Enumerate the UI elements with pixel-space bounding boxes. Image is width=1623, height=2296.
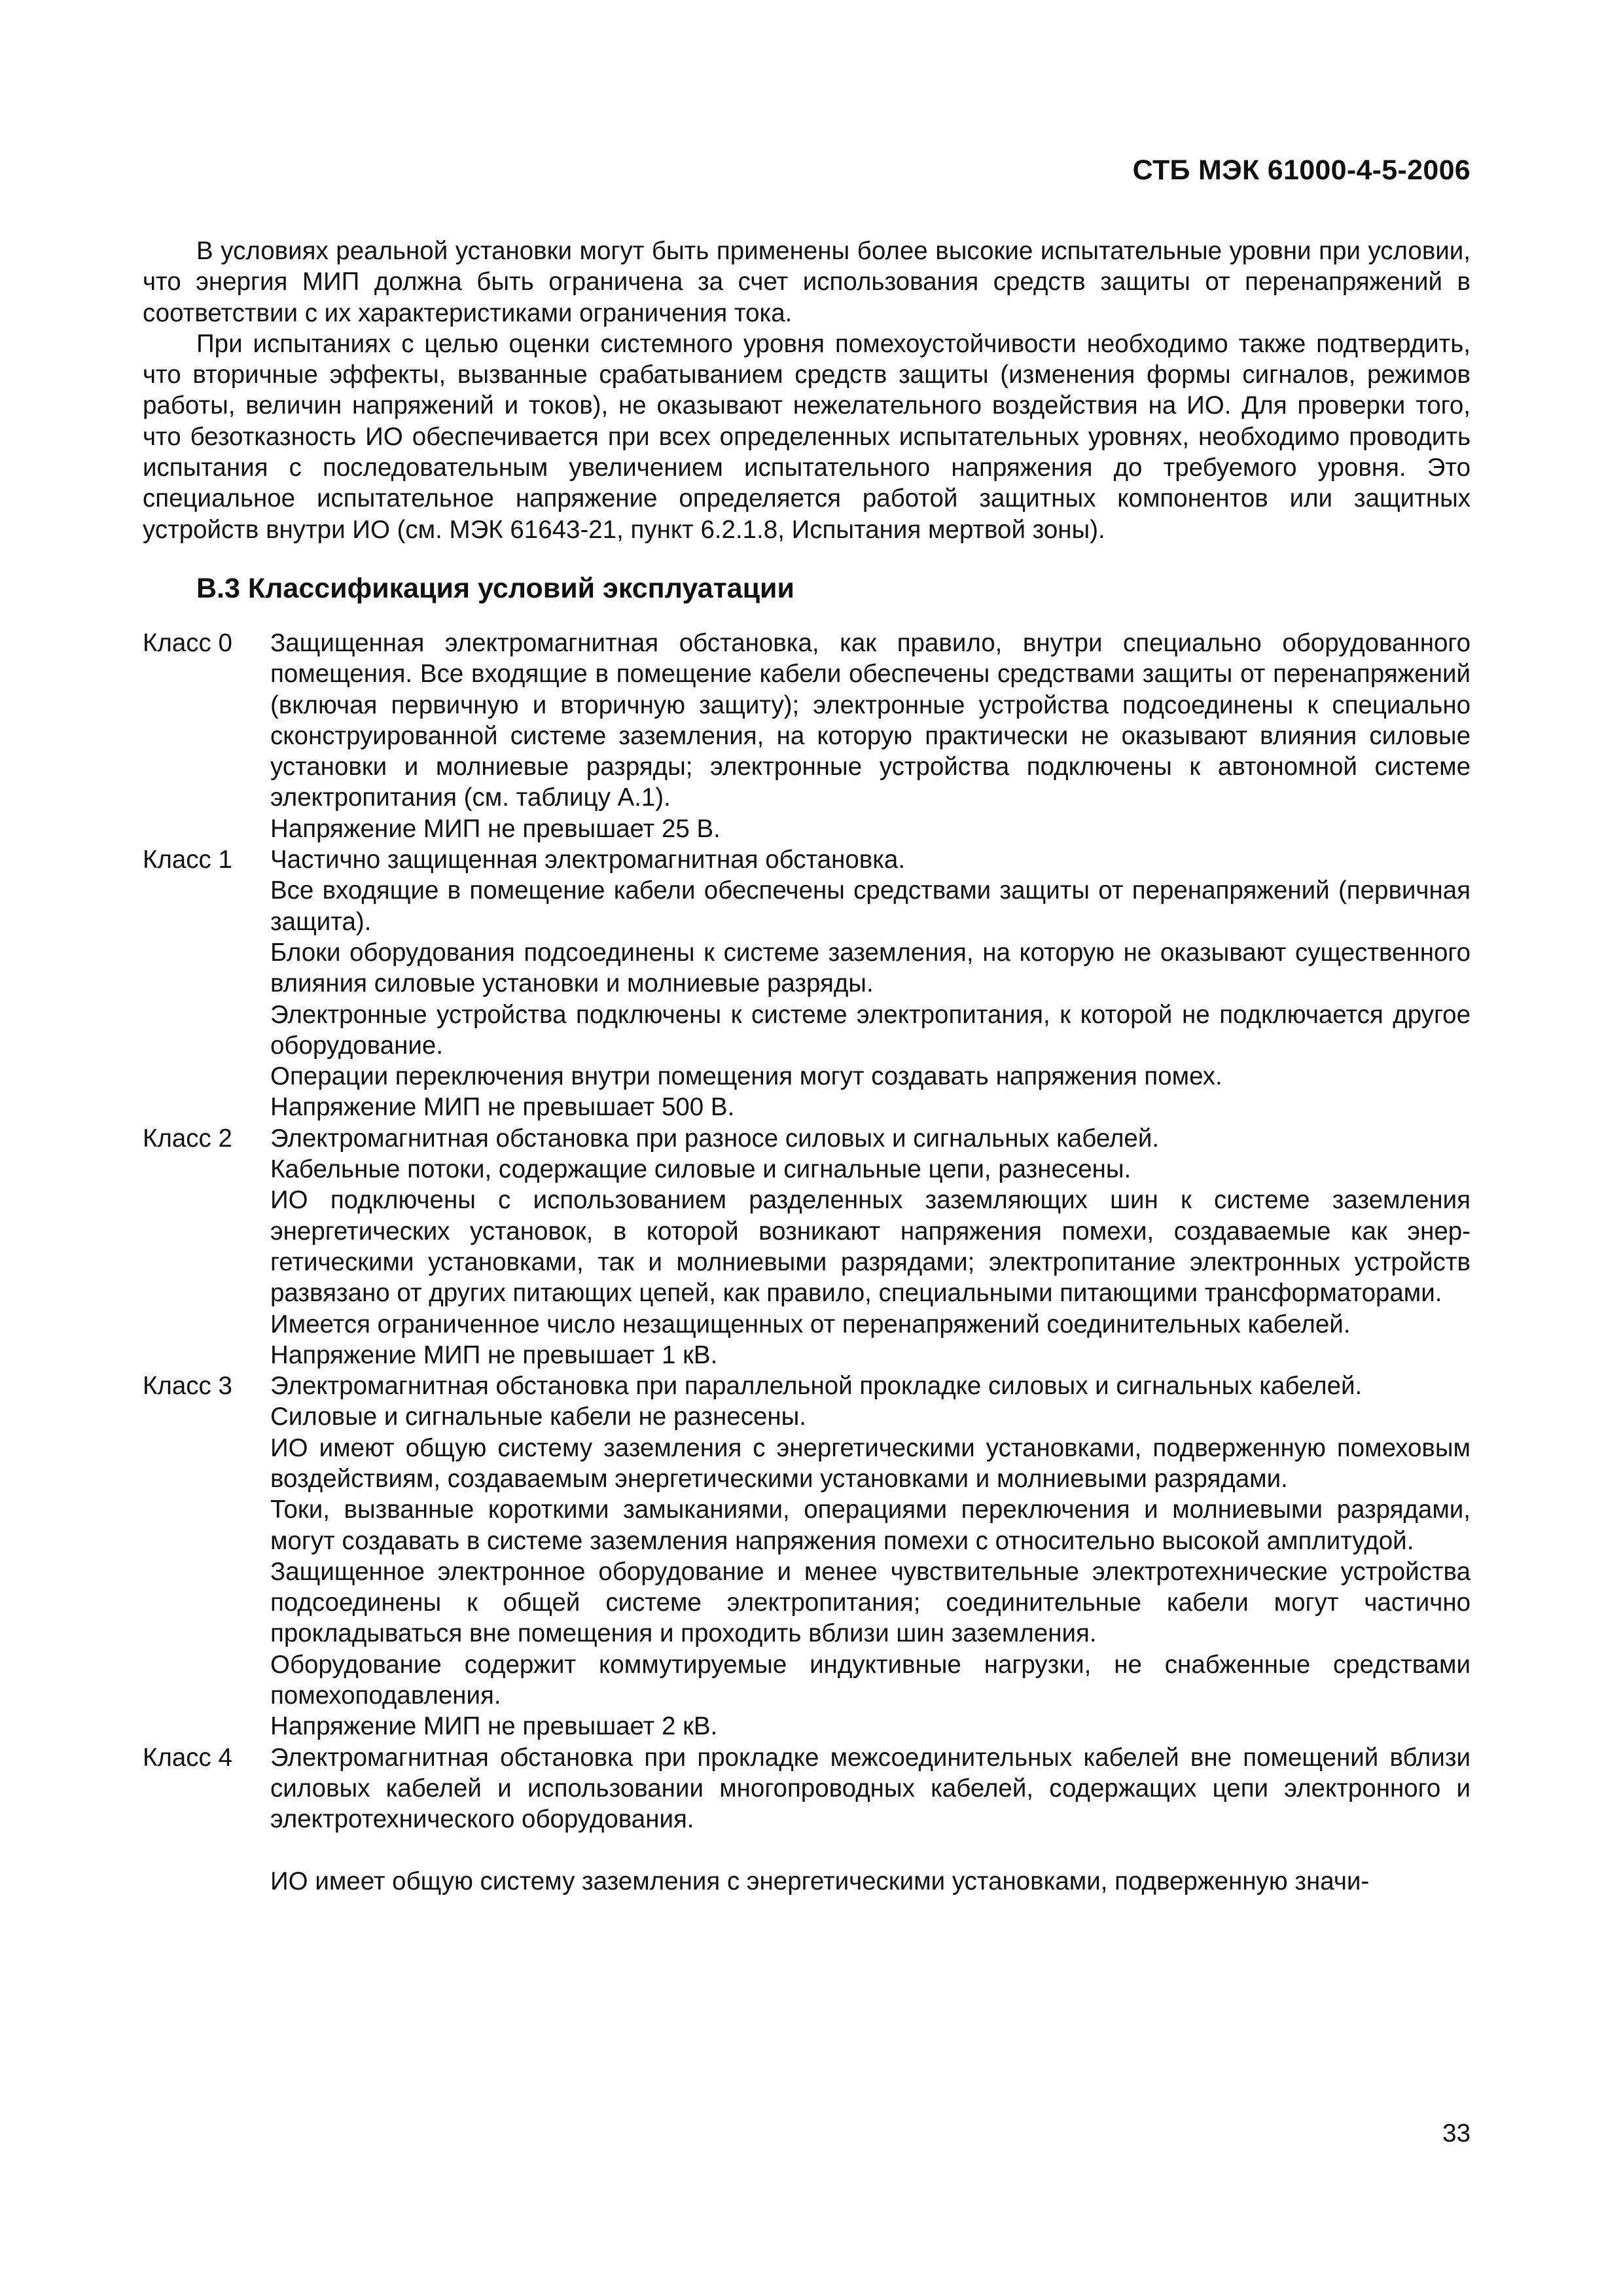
document-id: СТБ МЭК 61000-4-5-2006 [1132, 154, 1471, 186]
class-description [270, 1371, 1471, 1742]
class-text-line: Электронные устройства подключены к системе электропитания, к которой не подключается другое оборудование. [270, 1000, 1471, 1060]
intro-paragraph: При испытаниях с целью оценки системного уровня помехоустойчивости необходимо также подтвердить, что вторичные эффекты, вызванные срабатыванием средств защиты (изменения формы сигналов, режимов работы, величин напряжений и токов), не оказывают нежелательного воздействия на ИО. Для проверки того, что безотказность ИО обеспечивается при всех определенных испытательных уровнях, необходимо проводить испытания с последовательным увеличением испытательного напряжения до требуемого уровня. Это специальное испытательное напряжение определяется работой защитных компонентов или защитных устройств внутри ИО (см. МЭК 61643-21, пункт 6.2.1.8, Испытания мертвой зоны). [143, 329, 1471, 544]
class-text-line: Частично защищенная электромагнитная обстановка. [270, 846, 906, 874]
class-text-line: Электромагнитная обстановка при прокладке межсоединительных кабелей вне помещений вблизи силовых кабелей и использовании многопроводных кабелей, содержащих цепи электронного и электротехнического оборудования. [270, 1743, 1471, 1834]
intro-paragraph: В условиях реальной установки могут быть применены более высокие испытательные уровни при условии, что энергия МИП должна быть ограничена за счет использования средств защиты от перенапряжений в соответствии с их характеристиками ограничения тока. [143, 237, 1471, 327]
class-description [270, 1123, 1471, 1371]
class-description [270, 628, 1471, 844]
class-text-line: Напряжение МИП не превышает 1 кВ. [270, 1340, 718, 1369]
class-text-line: Операции переключения внутри помещения могут создавать напряжения помех. [270, 1062, 1222, 1091]
class-text-line: Напряжение МИП не превышает 500 В. [270, 1093, 735, 1122]
class-item [143, 1742, 1471, 1897]
class-list [143, 628, 1471, 1897]
class-item [143, 1123, 1471, 1371]
class-label: Класс 2 [143, 1124, 232, 1153]
class-text-line: Все входящие в помещение кабели обеспечены средствами защиты от перенапряжений (первичная защита). [270, 876, 1471, 936]
class-text-line: ИО имеет общую систему заземления с энергетическими установками, подверженную значи- [270, 1867, 1370, 1895]
class-text-line: ИО имеют общую систему заземления с энергетическими установками, подверженную помеховым воздействиям, создаваемым энергетическими установками и молниевыми разрядами. [270, 1433, 1471, 1493]
class-item [143, 1371, 1471, 1742]
class-text-line: ИО подключены с использованием разделенных заземляющих шин к системе заземления энергетических установок, в которой возникают напряжения помехи, создаваемые как энергетическими установками, так и молниевыми разрядами; электропитание электронных устройств развязано от других питающих цепей, как правило, специальными питающими трансформаторами. [270, 1186, 1471, 1308]
class-text-line: Защищенная электромагнитная обстановка, как правило, внутри специально оборудованного помещения. Все входящие в помещение кабели обеспечены средствами защиты от перенапряжений (включая первичную и вторичную защиту); электронные устройства подсоединены к специально сконструированной системе заземления, на которую практически не оказывают влияния силовые установки и молниевые разряды; электронные устройства подключены к автономной системе электропитания (см. таблицу А.1). [270, 628, 1471, 812]
class-description [270, 844, 1471, 1123]
class-text-line: Электромагнитная обстановка при параллельной прокладке силовых и сигнальных кабелей. [270, 1372, 1363, 1401]
class-text-line: Напряжение МИП не превышает 2 кВ. [270, 1712, 718, 1741]
class-text-line: Напряжение МИП не превышает 25 В. [270, 814, 721, 843]
document-header [0, 154, 1471, 187]
class-text-line: Блоки оборудования подсоединены к системе заземления, на которую не оказывают существенного влияния силовые установки и молниевые разряды. [270, 938, 1471, 998]
class-item [143, 628, 1471, 844]
class-label: Класс 3 [143, 1372, 232, 1401]
class-text-line: Силовые и сигнальные кабели не разнесены. [270, 1403, 806, 1431]
page-number: 33 [1442, 2119, 1471, 2147]
page-body [143, 236, 1471, 1897]
class-label: Класс 4 [143, 1743, 232, 1772]
class-text-line: Токи, вызванные короткими замыканиями, операциями переключения и молниевыми разрядами, могут создавать в системе заземления напряжения помехи с относительно высокой амплитудой. [270, 1496, 1471, 1555]
class-description [270, 1742, 1471, 1897]
class-text-line: Оборудование содержит коммутируемые индуктивные нагрузки, не снабженные средствами помехоподавления. [270, 1650, 1471, 1710]
class-label: Класс 1 [143, 846, 232, 874]
class-label: Класс 0 [143, 628, 232, 657]
class-text-line: Кабельные потоки, содержащие силовые и сигнальные цепи, разнесены. [270, 1155, 1132, 1184]
class-text-line: Электромагнитная обстановка при разносе силовых и сигнальных кабелей. [270, 1124, 1160, 1153]
class-text-line: Защищенное электронное оборудование и менее чувствительные электротехнические устройства подсоединены к общей системе электропитания; соединительные кабели могут частично прокладываться вне помещения и проходить вблизи шин заземления. [270, 1557, 1471, 1648]
class-item [143, 844, 1471, 1123]
class-text-line: Имеется ограниченное число незащищенных от перенапряжений соединительных кабелей. [270, 1310, 1351, 1338]
section-heading: В.3 Классификация условий эксплуатации [196, 572, 794, 604]
